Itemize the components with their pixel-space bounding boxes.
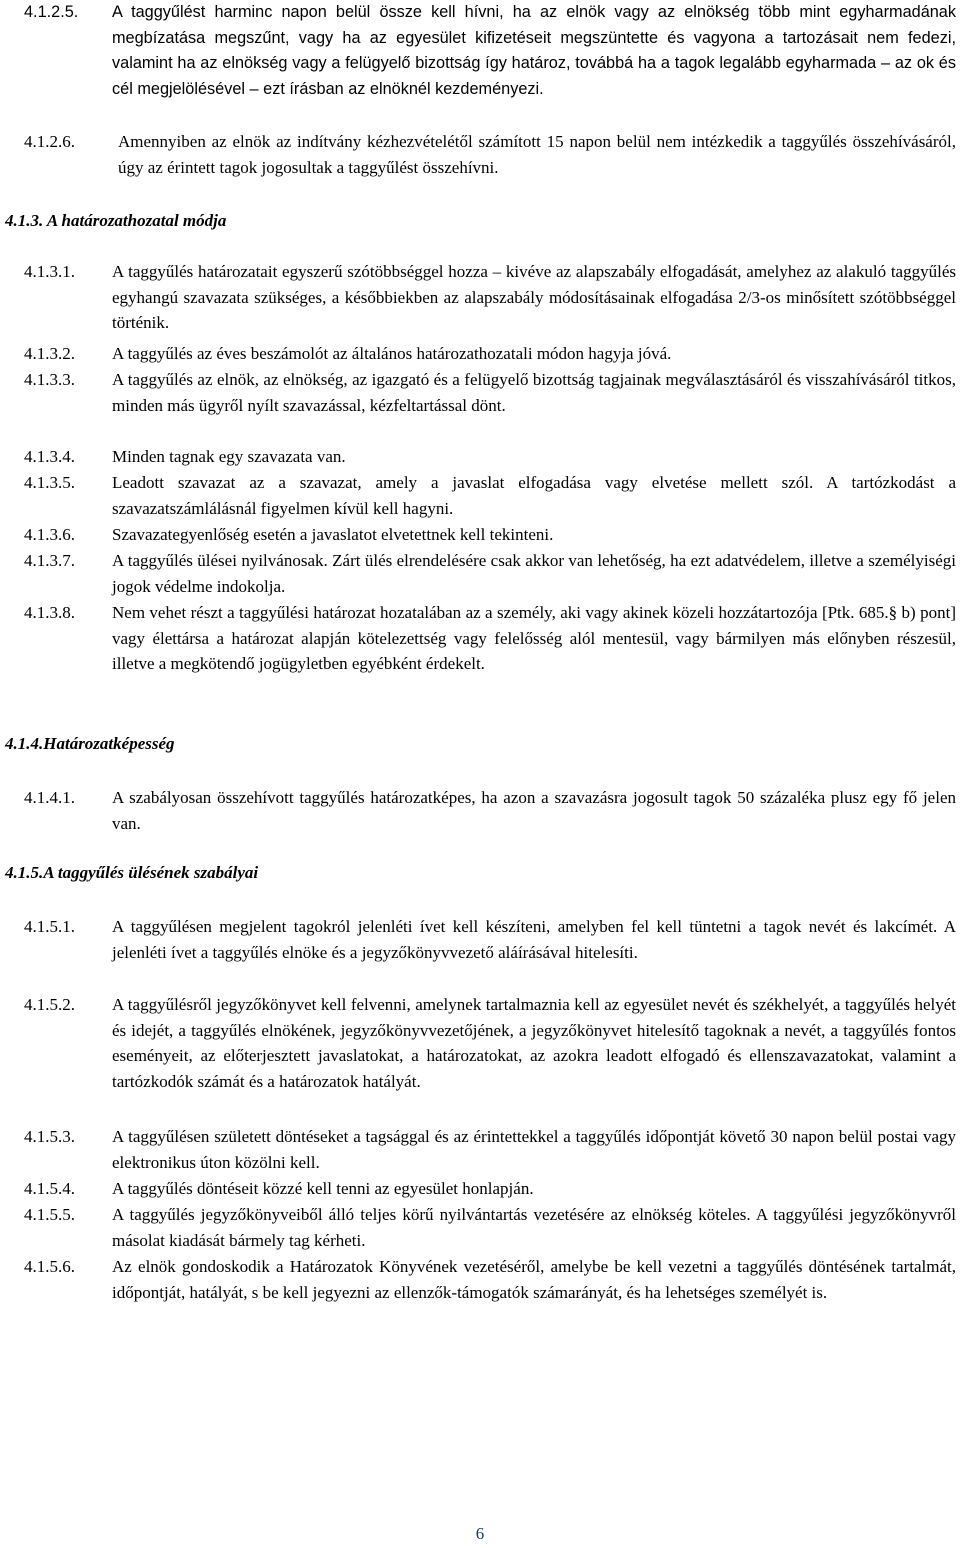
clause-4-1-3-2 (24, 341, 956, 367)
clause-4-1-3-1 (24, 259, 956, 336)
clause-text: A taggyűlés jegyzőkönyveiből álló teljes körű nyilvántartás vezetésére az elnökség köteles. A taggyűlési jegyzőkönyvről másolat kiadását bármely tag kérheti. (112, 1205, 956, 1250)
clause-4-1-2-5 (24, 0, 956, 102)
clause-4-1-4-1 (24, 785, 956, 836)
clause-4-1-5-1 (24, 914, 956, 965)
clause-text: Leadott szavazat az a szavazat, amely a javaslat elfogadása vagy elvetése mellett szól. A tartózkodást a szavazatszámlálásnál figyelmen kívül kell hagyni. (112, 473, 956, 518)
clause-number: 4.1.3.4. (24, 447, 75, 466)
clause-text: A szabályosan összehívott taggyűlés határozatképes, ha azon a szavazásra jogosult tagok 50 százaléka plusz egy fő jelen van. (112, 788, 956, 833)
clause-4-1-3-6 (24, 522, 956, 548)
section-heading-4-1-5: 4.1.5.A taggyűlés ülésének szabályai (5, 863, 259, 882)
clause-4-1-5-2 (24, 992, 956, 1094)
clause-text: A taggyűlésen született döntéseket a tagsággal és az érintettekkel a taggyűlés időpontját követő 30 napon belül postai vagy elektronikus úton közölni kell. (112, 1127, 956, 1172)
clause-number: 4.1.5.6. (24, 1257, 75, 1276)
clause-4-1-5-3 (24, 1124, 956, 1175)
clause-4-1-3-3 (24, 367, 956, 418)
clause-text: A taggyűlés az elnök, az elnökség, az igazgató és a felügyelő bizottság tagjainak megválasztásáról és visszahívásáról titkos, minden más ügyről nyílt szavazással, kézfeltartással dönt. (112, 370, 956, 415)
clause-number: 4.1.2.6. (24, 132, 75, 151)
clause-number: 4.1.2.5. (24, 3, 79, 21)
clause-text: Szavazategyenlőség esetén a javaslatot elvetettnek kell tekinteni. (112, 525, 554, 544)
clause-4-1-3-4 (24, 444, 956, 470)
clause-text: A taggyűlést harminc napon belül össze kell hívni, ha az elnök vagy az elnökség több mint egyharmadának megbízatása megszűnt, vagy ha az egyesület kifizetéseit megszüntette és vagyona a tartozásait nem fedezi, valamint ha az elnökség vagy a felügyelő bizottság így határoz, továbbá ha a tagok legalább egyharmada – az ok és cél megjelölésével – ezt írásban az elnöknél kezdeményezi. (112, 3, 956, 98)
clause-text: A taggyűlés az éves beszámolót az általános határozathozatali módon hagyja jóvá. (112, 344, 672, 363)
clause-text: Amennyiben az elnök az indítvány kézhezvételétől számított 15 napon belül nem intézkedik a taggyűlés összehívásáról, úgy az érintett tagok jogosultak a taggyűlést összehívni. (118, 132, 956, 177)
clause-text: A taggyűlésen megjelent tagokról jelenléti ívet kell készíteni, amelyben fel kell tüntetni a tagok nevét és lakcímét. A jelenléti ívet a taggyűlés elnöke és a jegyzőkönyvvezető aláírásával hitelesíti. (112, 917, 956, 962)
clause-number: 4.1.3.3. (24, 370, 75, 389)
clause-text: A taggyűlés döntéseit közzé kell tenni az egyesület honlapján. (112, 1179, 534, 1198)
clause-number: 4.1.5.1. (24, 917, 75, 936)
clause-text: A taggyűlés határozatait egyszerű szótöbbséggel hozza – kivéve az alapszabály elfogadását, amelyhez az alakuló taggyűlés egyhangú szavazata szükséges, a későbbiekben az alapszabály módosításainak elfogadása 2/3-os minősített szótöbbséggel történik. (112, 262, 956, 332)
clause-number: 4.1.3.5. (24, 473, 75, 492)
clause-4-1-5-5 (24, 1202, 956, 1253)
page-number: 6 (475, 1524, 485, 1543)
clause-4-1-5-4 (24, 1176, 956, 1202)
clause-text: Nem vehet részt a taggyűlési határozat hozatalában az a személy, aki vagy akinek közeli hozzátartozója [Ptk. 685.§ b) pont] vagy élettársa a határozat alapján kötelezettség vagy felelősség alól mentesül, vagy bármilyen más előnyben részesül, illetve a megkötendő jogügyletben egyébként érdekelt. (112, 603, 956, 673)
clause-4-1-3-5 (24, 470, 956, 521)
clause-4-1-5-6 (24, 1254, 956, 1305)
clause-text: A taggyűlés ülései nyilvánosak. Zárt ülés elrendelésére csak akkor van lehetőség, ha ezt adatvédelem, illetve a személyiségi jogok védelme indokolja. (112, 551, 956, 596)
clause-number: 4.1.3.1. (24, 262, 75, 281)
clause-text: Minden tagnak egy szavazata van. (112, 447, 346, 466)
section-heading-4-1-4: 4.1.4.Határozatképesség (5, 734, 175, 753)
clause-number: 4.1.3.6. (24, 525, 75, 544)
clause-4-1-3-7 (24, 548, 956, 599)
clause-number: 4.1.4.1. (24, 788, 75, 807)
clause-number: 4.1.5.2. (24, 995, 75, 1014)
section-heading-4-1-3: 4.1.3. A határozathozatal módja (5, 211, 227, 230)
clause-number: 4.1.5.5. (24, 1205, 75, 1224)
clause-number: 4.1.5.3. (24, 1127, 75, 1146)
clause-number: 4.1.3.7. (24, 551, 75, 570)
clause-number: 4.1.5.4. (24, 1179, 75, 1198)
clause-4-1-2-6 (24, 129, 956, 180)
clause-4-1-3-8 (24, 600, 956, 677)
clause-text: Az elnök gondoskodik a Határozatok Könyvének vezetéséről, amelybe be kell vezetni a taggyűlés döntésének tartalmát, időpontját, hatályát, s be kell jegyezni az ellenzők-támogatók számarányát, és ha lehetséges személyét is. (112, 1257, 956, 1302)
clause-text: A taggyűlésről jegyzőkönyvet kell felvenni, amelynek tartalmaznia kell az egyesület nevét és székhelyét, a taggyűlés helyét és idejét, a taggyűlés elnökének, jegyzőkönyvvezetőjének, a jegyzőkönyvet hitelesítő tagoknak a nevét, a taggyűlés fontos eseményeit, az előterjesztett javaslatokat, a határozatokat, az azokra leadott elfogadó és ellenszavazatokat, valamint a tartózkodók számát és a határozatok hatályát. (112, 995, 956, 1091)
clause-number: 4.1.3.8. (24, 603, 75, 622)
clause-number: 4.1.3.2. (24, 344, 75, 363)
